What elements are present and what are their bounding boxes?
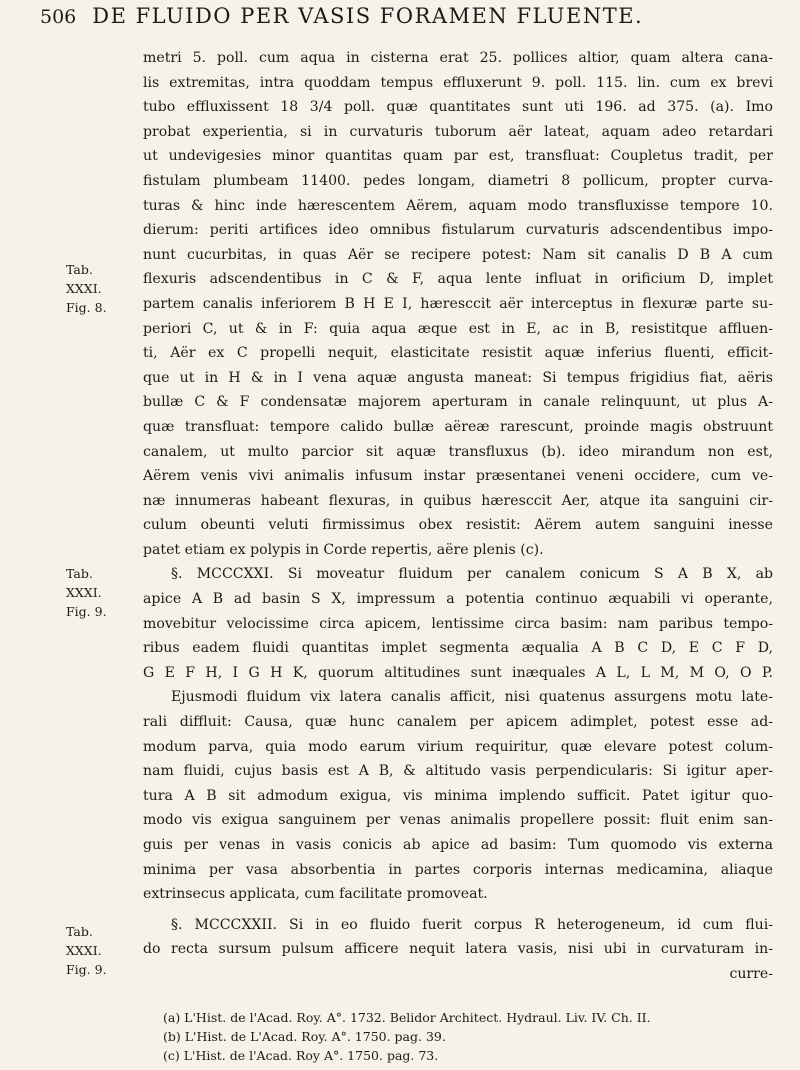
margin-note-line: XXXI.: [66, 585, 102, 600]
text-line: fistulam plumbeam 11400. pedes longam, diametri 8 pollicum, propter curva-: [143, 172, 773, 189]
margin-note-line: Tab.: [66, 924, 93, 939]
text-line: que ut in H & in I vena aquæ angusta maneat: Si tempus frigidius fiat, aëris: [143, 369, 773, 386]
margin-note-line: Tab.: [66, 262, 93, 277]
running-title: DE FLUIDO PER VASIS FORAMEN FLUENTE.: [92, 4, 644, 28]
margin-note-tab31-fig8: [66, 260, 136, 317]
text-line: metri 5. poll. cum aqua in cisterna erat 25. pollices altior, quam altera cana-: [143, 50, 773, 66]
text-line: lis extremitas, intra quoddam tempus effluxerunt 9. poll. 115. lin. cum ex brevi: [143, 74, 773, 91]
text-line: tura A B sit admodum exigua, vis minima implendo sufficit. Patet igitur quo-: [143, 787, 773, 804]
text-line: bullæ C & F condensatæ majorem aperturam in canale relinquunt, ut plus A-: [143, 394, 773, 411]
margin-note-line: XXXI.: [66, 281, 102, 296]
text-line: culum obeunti veluti firmissimus obex resistit: Aërem autem sanguini inesse: [143, 517, 773, 534]
page-number: 506: [40, 6, 77, 28]
text-line: ribus eadem fluidi quantitas implet segmenta æqualia A B C D, E C F D,: [143, 640, 773, 657]
section-heading-1322: §. MCCCXXII. Si in eo fluido fuerit corpus R heterogeneum, id cum flui-: [171, 916, 773, 933]
text-line: tubo effluxissent 18 3/4 poll. quæ quantitates sunt uti 196. ad 375. (a). Imo: [143, 99, 773, 116]
text-line: guis per venas in vasis conicis ab apice ad basim: Tum quomodo vis externa: [143, 837, 773, 853]
body-text: [143, 46, 773, 987]
section-heading-1321: §. MCCCXXI. Si moveatur fluidum per canalem conicum S A B X, ab: [171, 566, 773, 583]
text-line: apice A B ad basin S X, impressum a potentia continuo æquabili vi operante,: [143, 591, 773, 608]
footnote-a: (a) L'Hist. de l'Acad. Roy. A°. 1732. Belidor Architect. Hydraul. Liv. IV. Ch. II.: [163, 1010, 651, 1025]
text-line: rali diffluit: Causa, quæ hunc canalem per apicem adimplet, potest esse ad-: [143, 714, 773, 731]
page-header: [40, 4, 760, 44]
text-line: patet etiam ex polypis in Corde repertis, aëre plenis (c).: [143, 541, 544, 558]
text-line: ut undevigesies minor quantitas quam par est, transfluat: Coupletus tradit, per: [143, 148, 773, 165]
text-line: G E F H, I G H K, quorum altitudines sunt inæquales A L, L M, M O, O P.: [143, 664, 773, 681]
text-line: modo vis exigua sanguinem per venas animalis propellere possit: fluit enim san-: [143, 812, 773, 829]
margin-note-tab31-fig9-b: [66, 922, 136, 979]
text-line: probat experientia, si in curvaturis tuborum aër lateat, aquam adeo retardari: [143, 123, 773, 140]
text-line: ti, Aër ex C propelli nequit, elasticitate resistit aquæ inferius fluenti, efficit-: [143, 345, 773, 362]
text-line: periori C, ut & in F: quia aqua æque est in E, ac in B, resistitque affluen-: [143, 320, 773, 337]
text-line: movebitur velocissime circa apicem, lentissime circa basim: nam paribus tempo-: [143, 615, 773, 632]
margin-note-tab31-fig9-a: [66, 564, 136, 621]
margin-note-line: Fig. 8.: [66, 300, 107, 315]
text-line: dierum: periti artifices ideo omnibus fistularum curvaturis adscendentibus impo-: [143, 222, 773, 239]
margin-note-line: Tab.: [66, 566, 93, 581]
text-line: quæ transfluat: tempore calido bullæ aëreæ rarescunt, proinde magis obstruunt: [143, 418, 773, 435]
text-line: extrinsecus applicata, cum facilitate promoveat.: [143, 886, 488, 903]
text-line: nam fluidi, cujus basis est A B, & altitudo vasis perpendicularis: Si igitur aper-: [143, 763, 773, 780]
text-line: partem canalis inferiorem B H E I, hæresccit aër interceptus in flexuræ parte su-: [143, 295, 773, 312]
text-line: nunt cucurbitas, in quas Aër se recipere potest: Nam sit canalis D B A cum: [143, 246, 773, 263]
margin-note-line: Fig. 9.: [66, 604, 107, 619]
text-line: minima per vasa absorbentia in partes corporis internas medicamina, aliaque: [143, 861, 773, 878]
text-line: modum parva, quia modo earum virium requiritur, quæ elevare potest colum-: [143, 738, 773, 755]
text-line: turas & hinc inde hærescentem Aërem, aquam modo transfluxisse tempore 10.: [143, 197, 773, 214]
margin-note-line: Fig. 9.: [66, 962, 107, 977]
text-line: Ejusmodi fluidum vix latera canalis afficit, nisi quatenus assurgens motu late-: [171, 689, 773, 706]
catchword: curre-: [729, 965, 773, 982]
footnotes: [163, 1008, 763, 1065]
margin-note-line: XXXI.: [66, 943, 102, 958]
text-line: canalem, ut multo parcior sit aquæ transfluxus (b). ideo mirandum non est,: [143, 443, 773, 460]
text-line: Aërem venis vivi animalis infusum instar præsentanei veneni occidere, cum ve-: [143, 468, 773, 485]
text-line: næ innumeras habeant flexuras, in quibus hæresccit Aer, atque ita sanguini cir-: [143, 492, 773, 509]
text-line: flexuris adscendentibus in C & F, aqua lente influat in orificium D, implet: [143, 271, 773, 288]
footnote-b: (b) L'Hist. de L'Acad. Roy. A°. 1750. pag. 39.: [163, 1029, 446, 1044]
text-line: do recta sursum pulsum afficere nequit latera vasis, nisi ubi in curvaturam in-: [143, 941, 773, 958]
footnote-c: (c) L'Hist. de l'Acad. Roy A°. 1750. pag. 73.: [163, 1048, 439, 1063]
